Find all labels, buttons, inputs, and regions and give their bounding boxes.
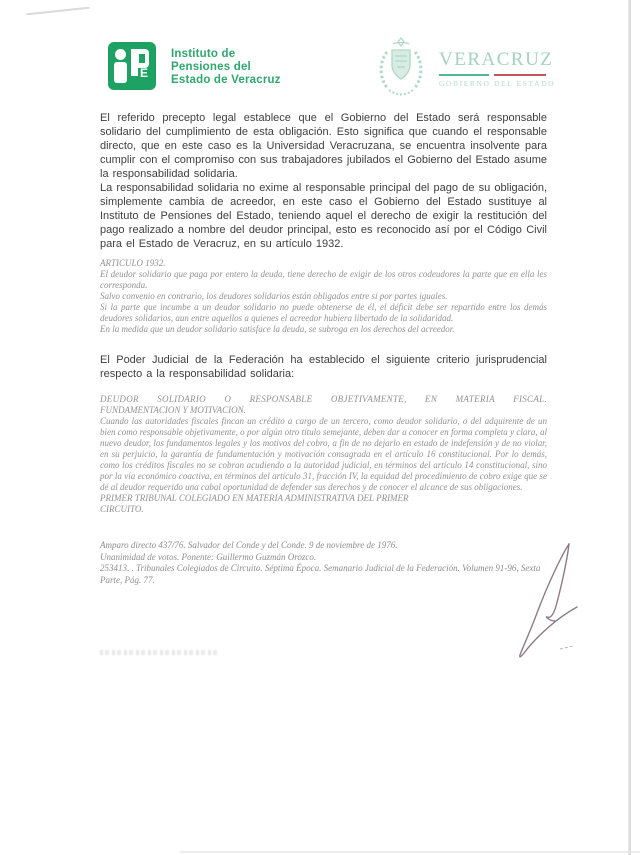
document-body — [100, 111, 547, 586]
jurisprudence-quote — [100, 394, 547, 515]
article-1932-line: En la medida que un deudor solidario satisface la deuda, se subroga en los derechos del acreedor. — [100, 324, 455, 334]
ipe-letter-p-counter-shape — [139, 54, 145, 63]
scan-artifact-bottom-edge — [180, 851, 640, 853]
jurisprudence-court: PRIMER TRIBUNAL COLEGIADO EN MATERIA ADMINISTRATIVA DEL PRIMER CIRCUITO. — [100, 493, 409, 514]
article-1932-line: Salvo convenio en contrario, los deudores solidarios están obligados entre sí por partes iguales. — [100, 291, 448, 301]
ipe-person-body-shape — [114, 62, 127, 83]
citation-block — [100, 540, 547, 586]
ipe-name-line-3: Estado de Veracruz — [171, 74, 281, 86]
article-1932-title: ARTICULO 1932. — [100, 258, 166, 268]
veracruz-wordmark: VERACRUZ — [439, 49, 554, 70]
signature-stroke — [493, 533, 605, 673]
veracruz-subtitle: GOBIERNO DEL ESTADO — [439, 79, 556, 88]
jurisprudence-heading-line2: FUNDAMENTACION Y MOTIVACION. — [100, 405, 246, 415]
citation-line: Unanimidad de votos. Ponente: Guillermo Guzmán Orozco. — [100, 551, 317, 562]
jurisprudence-heading-line1: DEUDOR SOLIDARIO O RESPONSABLE OBJETIVAMENTE, EN MATERIA FISCAL. — [100, 394, 547, 404]
citation-line: Amparo directo 437/76. Salvador del Conde y del Conde. 9 de noviembre de 1976. — [100, 540, 398, 550]
ipe-person-head-shape — [115, 49, 126, 60]
ipe-logo-icon — [108, 42, 156, 90]
divider-teal-segment — [439, 74, 489, 76]
paragraph-responsabilidad-solidaria: La responsabilidad solidaria no exime al responsable principal del pago de su obligación, simplemente cambia de acreedor, en este caso el Gobierno del Estado sustituye al Instituto de Pensiones del Estado, teniendo aquel el derecho de exigir la restitución del pago realizado a nombre del deudor principal, esto es reconocido así por el Código Civil para el Estado de Veracruz, en su artículo 1932. — [100, 182, 547, 250]
ipe-letter-e: E — [140, 66, 149, 80]
paragraph-poder-judicial: El Poder Judicial de la Federación ha establecido el siguiente criterio jurisprudencial respecto a la responsabilidad solidaria: — [100, 354, 547, 380]
article-1932-quote — [100, 258, 547, 335]
article-1932-line: El deudor solidario que paga por entero la deuda, tiene derecho de exigir de los otros codeudores la parte que en ella les corresponda. — [100, 269, 547, 290]
ipe-name-line-1: Instituto de — [171, 48, 236, 60]
veracruz-divider — [439, 74, 551, 76]
ipe-name-line-2: Pensiones del — [171, 61, 251, 73]
article-1932-line: Si la parte que incumbe a un deudor solidario no puede obtenerse de él, el déficit debe ser repartido entre los demás deudores solidarios, aun entre aquellos a quienes el acreedor hubiera libertado de la solidaridad. — [100, 302, 547, 323]
citation-line: 253413. . Tribunales Colegiados de Circuito. Séptima Época. Semanario Judicial de la Federación. Volumen 91-96, Sexta Parte, Pág. 77. — [100, 563, 541, 585]
divider-red-segment — [494, 74, 546, 76]
jurisprudence-body: Cuando las autoridades fiscales fincan un crédito a cargo de un tercero, como deudor solidario, o del adquirente de un bien como responsable objetivamente, o por algún otro título semejante, deben dar a conocer en forma completa y clara, al nuevo deudor, los fundamentos legales y los motivos del cobro, a fin de no dejarlo en estado de indefensión y de no violar, en su perjuicio, la garantía de fundamentación y motivación consagrada en el artículo 16 constitucional. Por lo demás, como los créditos fiscales no se cobran acudiendo a la autoridad judicial, en términos del artículo 14 constitucional, sino por la vía económico coactiva, en términos del artículo 31, fracción IV, la equidad del procedimiento de cobro exige que se dé al deudor requerido una cabal oportunidad de defender sus derechos y de conocer el alcance de sus obligaciones. — [100, 416, 547, 492]
ipe-logo-block — [108, 42, 281, 90]
scan-artifact-right-edge — [628, 0, 631, 855]
veracruz-logo-block — [375, 36, 556, 98]
document-header — [0, 0, 640, 100]
paragraph-responsable-solidario: El referido precepto legal establece que el Gobierno del Estado será responsable solidario del cumplimiento de esta obligación. Esto significa que cuando el responsable directo, que en este caso es la Universidad Veracruzana, se encuentra insolvente para cumplir con el compromiso con sus trabajadores jubilados el Gobierno del Estado asume la responsabilidad solidaria. — [100, 112, 547, 180]
faint-scan-text-artifact — [100, 650, 218, 655]
ipe-institute-name — [171, 42, 281, 87]
veracruz-wordmark-block — [439, 36, 556, 88]
veracruz-crest-icon — [375, 36, 427, 98]
